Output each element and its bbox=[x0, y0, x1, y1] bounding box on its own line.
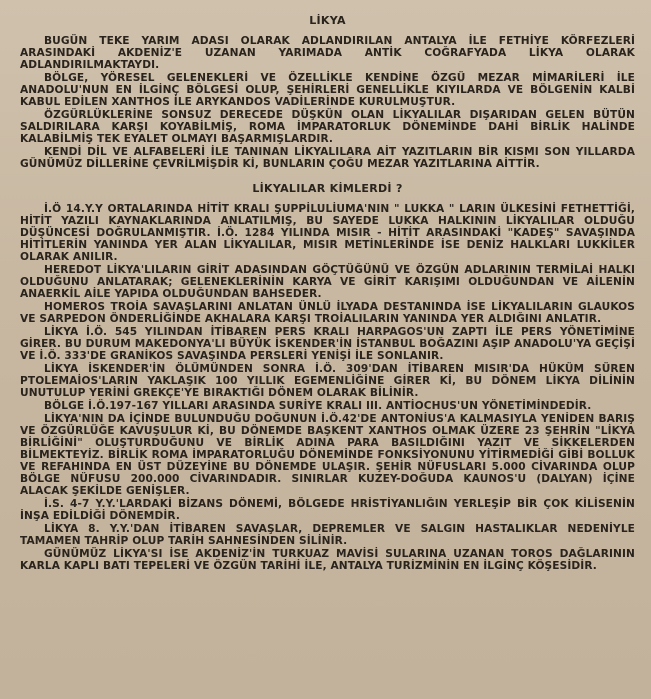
paragraph: HOMEROS TROİA SAVAŞLARINI ANLATAN ÜNLÜ İLYADA DESTANINDA İSE LİKYALILARIN GLAUKOS VE SARPEDON ÖNDERLİĞİNDE AKHALARA KARŞI TROİALILARIN YANINDA YER ALDIĞINI ANLATIR. bbox=[20, 301, 635, 325]
paragraph: ÖZGÜRLÜKLERİNE SONSUZ DERECEDE DÜŞKÜN OLAN LİKYALILAR DIŞARIDAN GELEN BÜTÜN SALDIRILARA KARŞI KOYABİLMİŞ, ROMA İMPARATORLUK DÖNEMİNDE DAHİ BİRLİK HALİNDE KALABİLMİŞ TEK EYALET OLMAYI BAŞARMIŞLARDIR. bbox=[20, 109, 635, 145]
paragraph: BÖLGE, YÖRESEL GELENEKLERİ VE ÖZELLİKLE KENDİNE ÖZGÜ MEZAR MİMARİLERİ İLE ANADOLU'NUN EN İLGİNÇ BÖLGESİ OLUP, ŞEHİRLERİ GENELLİKLE KIYILARDA VE BÖLGENİN KALBİ KABUL EDİLEN XANTHOS İLE ARYKANDOS VADİLERİNDE KURULMUŞTUR. bbox=[20, 72, 635, 108]
paragraph: LİKYA'NIN DA İÇİNDE BULUNDUĞU DOĞUNUN İ.Ö.42'DE ANTONİUS'A KALMASIYLA YENİDEN BARIŞ VE ÖZGÜRLÜĞE KAVUŞULUR Kİ, BU DÖNEMDE BAŞKENT XANTHOS OLMAK ÜZERE 23 ŞEHRİN "LİKYA BİRLİĞİNİ" OLUŞTURDUĞUNU VE BİRLİK ADINA PARA BASILDIĞINI YAZIT VE SİKKELERDEN BİLMEKTEYİZ. BİRLİK ROMA İMPARATORLUĞU DÖNEMİNDE FONKSİYONUNU YİTİRMEDİĞİ GİBİ BOLLUK VE REFAHINDA EN ÜST DÜZEYİNE BU DÖNEMDE ULAŞIR. ŞEHİR NÜFUSLARI 5.000 CİVARINDA OLUP BÖLGE NÜFUSU 200.000 CİVARINDADIR. SINIRLAR KUZEY-DOĞUDA KAUNOS'U (DALYAN) İÇİNE ALACAK ŞEKİLDE GENİŞLER. bbox=[20, 413, 635, 497]
title-likyalilar-kimlerdi: LİKYALILAR KİMLERDİ ? bbox=[252, 182, 403, 195]
paragraph: LİKYA 8. Y.Y.'DAN İTİBAREN SAVAŞLAR, DEPREMLER VE SALGIN HASTALIKLAR NEDENİYLE TAMAMEN TAHRİP OLUP TARİH SAHNESİNDEN SİLİNİR. bbox=[20, 523, 635, 547]
paragraph: HEREDOT LİKYA'LILARIN GİRİT ADASINDAN GÖÇTÜĞÜNÜ VE ÖZGÜN ADLARININ TERMİLAİ HALKI OLDUĞUNU ANLATARAK; GELENEKLERİNİN KARYA VE GİRİT KARIŞIMI OLDUĞUNDAN VE AİLENİN ANAERKİL AİLE YAPIDA OLDUĞUNDAN BAHSEDER. bbox=[20, 264, 635, 300]
paragraph: GÜNÜMÜZ LİKYA'SI İSE AKDENİZ'İN TURKUAZ MAVİSİ SULARINA UZANAN TOROS DAĞLARININ KARLA KAPLI BATI TEPELERİ VE ÖZGÜN TARİHİ İLE, ANTALYA TURİZMİNİN EN İLGİNÇ KÖŞESİDİR. bbox=[20, 548, 635, 572]
paragraph: KENDİ DİL VE ALFABELERİ İLE TANINAN LİKYALILARA AİT YAZITLARIN BİR KISMI SON YILLARDA GÜNÜMÜZ DİLLERİNE ÇEVRİLMİŞDİR Kİ, BUNLARIN ÇOĞU MEZAR YAZITLARINA AİTTİR. bbox=[20, 146, 635, 170]
paragraph: İ.Ö 14.Y.Y ORTALARINDA HİTİT KRALI ŞUPPİLULİUMA'NIN " LUKKA " LARIN ÜLKESİNİ FETHETTİĞİ, HİTİT YAZILI KAYNAKLARINDA ANLATILMIŞ, BU SAYEDE LUKKA HALKININ LİKYALILAR OLDUĞU DÜŞÜNCESİ DOĞRULANMIŞTIR. İ.Ö. 1284 YILINDA MISIR - HİTİT ARASINDAKİ "KADEŞ" SAVAŞINDA HİTİTLERİN YANINDA YER ALAN LİKYALILAR, MISIR METİNLERİNDE İSE DENİZ HALKLARI LUKKİLER OLARAK ANILIR. bbox=[20, 203, 635, 263]
paragraph: LİKYA İSKENDER'İN ÖLÜMÜNDEN SONRA İ.Ö. 309'DAN İTİBAREN MISIR'DA HÜKÜM SÜREN PTOLEMAİOS'LARIN YAKLAŞIK 100 YILLIK EGEMENLİĞİNE GİRER Kİ, BU DÖNEM LİKYA DİLİNİN UNUTULUP YERİNİ GREKÇE'YE BIRAKTIĞI DÖNEM OLARAK BİLİNİR. bbox=[20, 363, 635, 399]
paragraph: BUGÜN TEKE YARIM ADASI OLARAK ADLANDIRILAN ANTALYA İLE FETHİYE KÖRFEZLERİ ARASINDAKİ AKDENİZ'E UZANAN YARIMADA ANTİK COĞRAFYADA LİKYA OLARAK ADLANDIRILMAKTAYDI. bbox=[20, 35, 635, 71]
paragraph: LİKYA İ.Ö. 545 YILINDAN İTİBAREN PERS KRALI HARPAGOS'UN ZAPTI İLE PERS YÖNETİMİNE GİRER. BU DURUM MAKEDONYA'LI BÜYÜK İSKENDER'İN İSTANBUL BOĞAZINI AŞIP ANADOLU'YA GEÇİŞİ VE İ.Ö. 333'DE GRANİKOS SAVAŞINDA PERSLERİ YENİŞİ İLE SONLANIR. bbox=[20, 326, 635, 362]
paragraph: BÖLGE İ.Ö.197-167 YILLARI ARASINDA SURİYE KRALI III. ANTİOCHUS'UN YÖNETİMİNDEDİR. bbox=[44, 400, 592, 412]
title-likya: LİKYA bbox=[309, 14, 346, 27]
paragraph: İ.S. 4-7 Y.Y.'LARDAKİ BİZANS DÖNEMİ, BÖLGEDE HRİSTİYANLIĞIN YERLEŞİP BİR ÇOK KİLİSENİN İNŞA EDİLDİĞİ DÖNEMDİR. bbox=[20, 498, 635, 522]
